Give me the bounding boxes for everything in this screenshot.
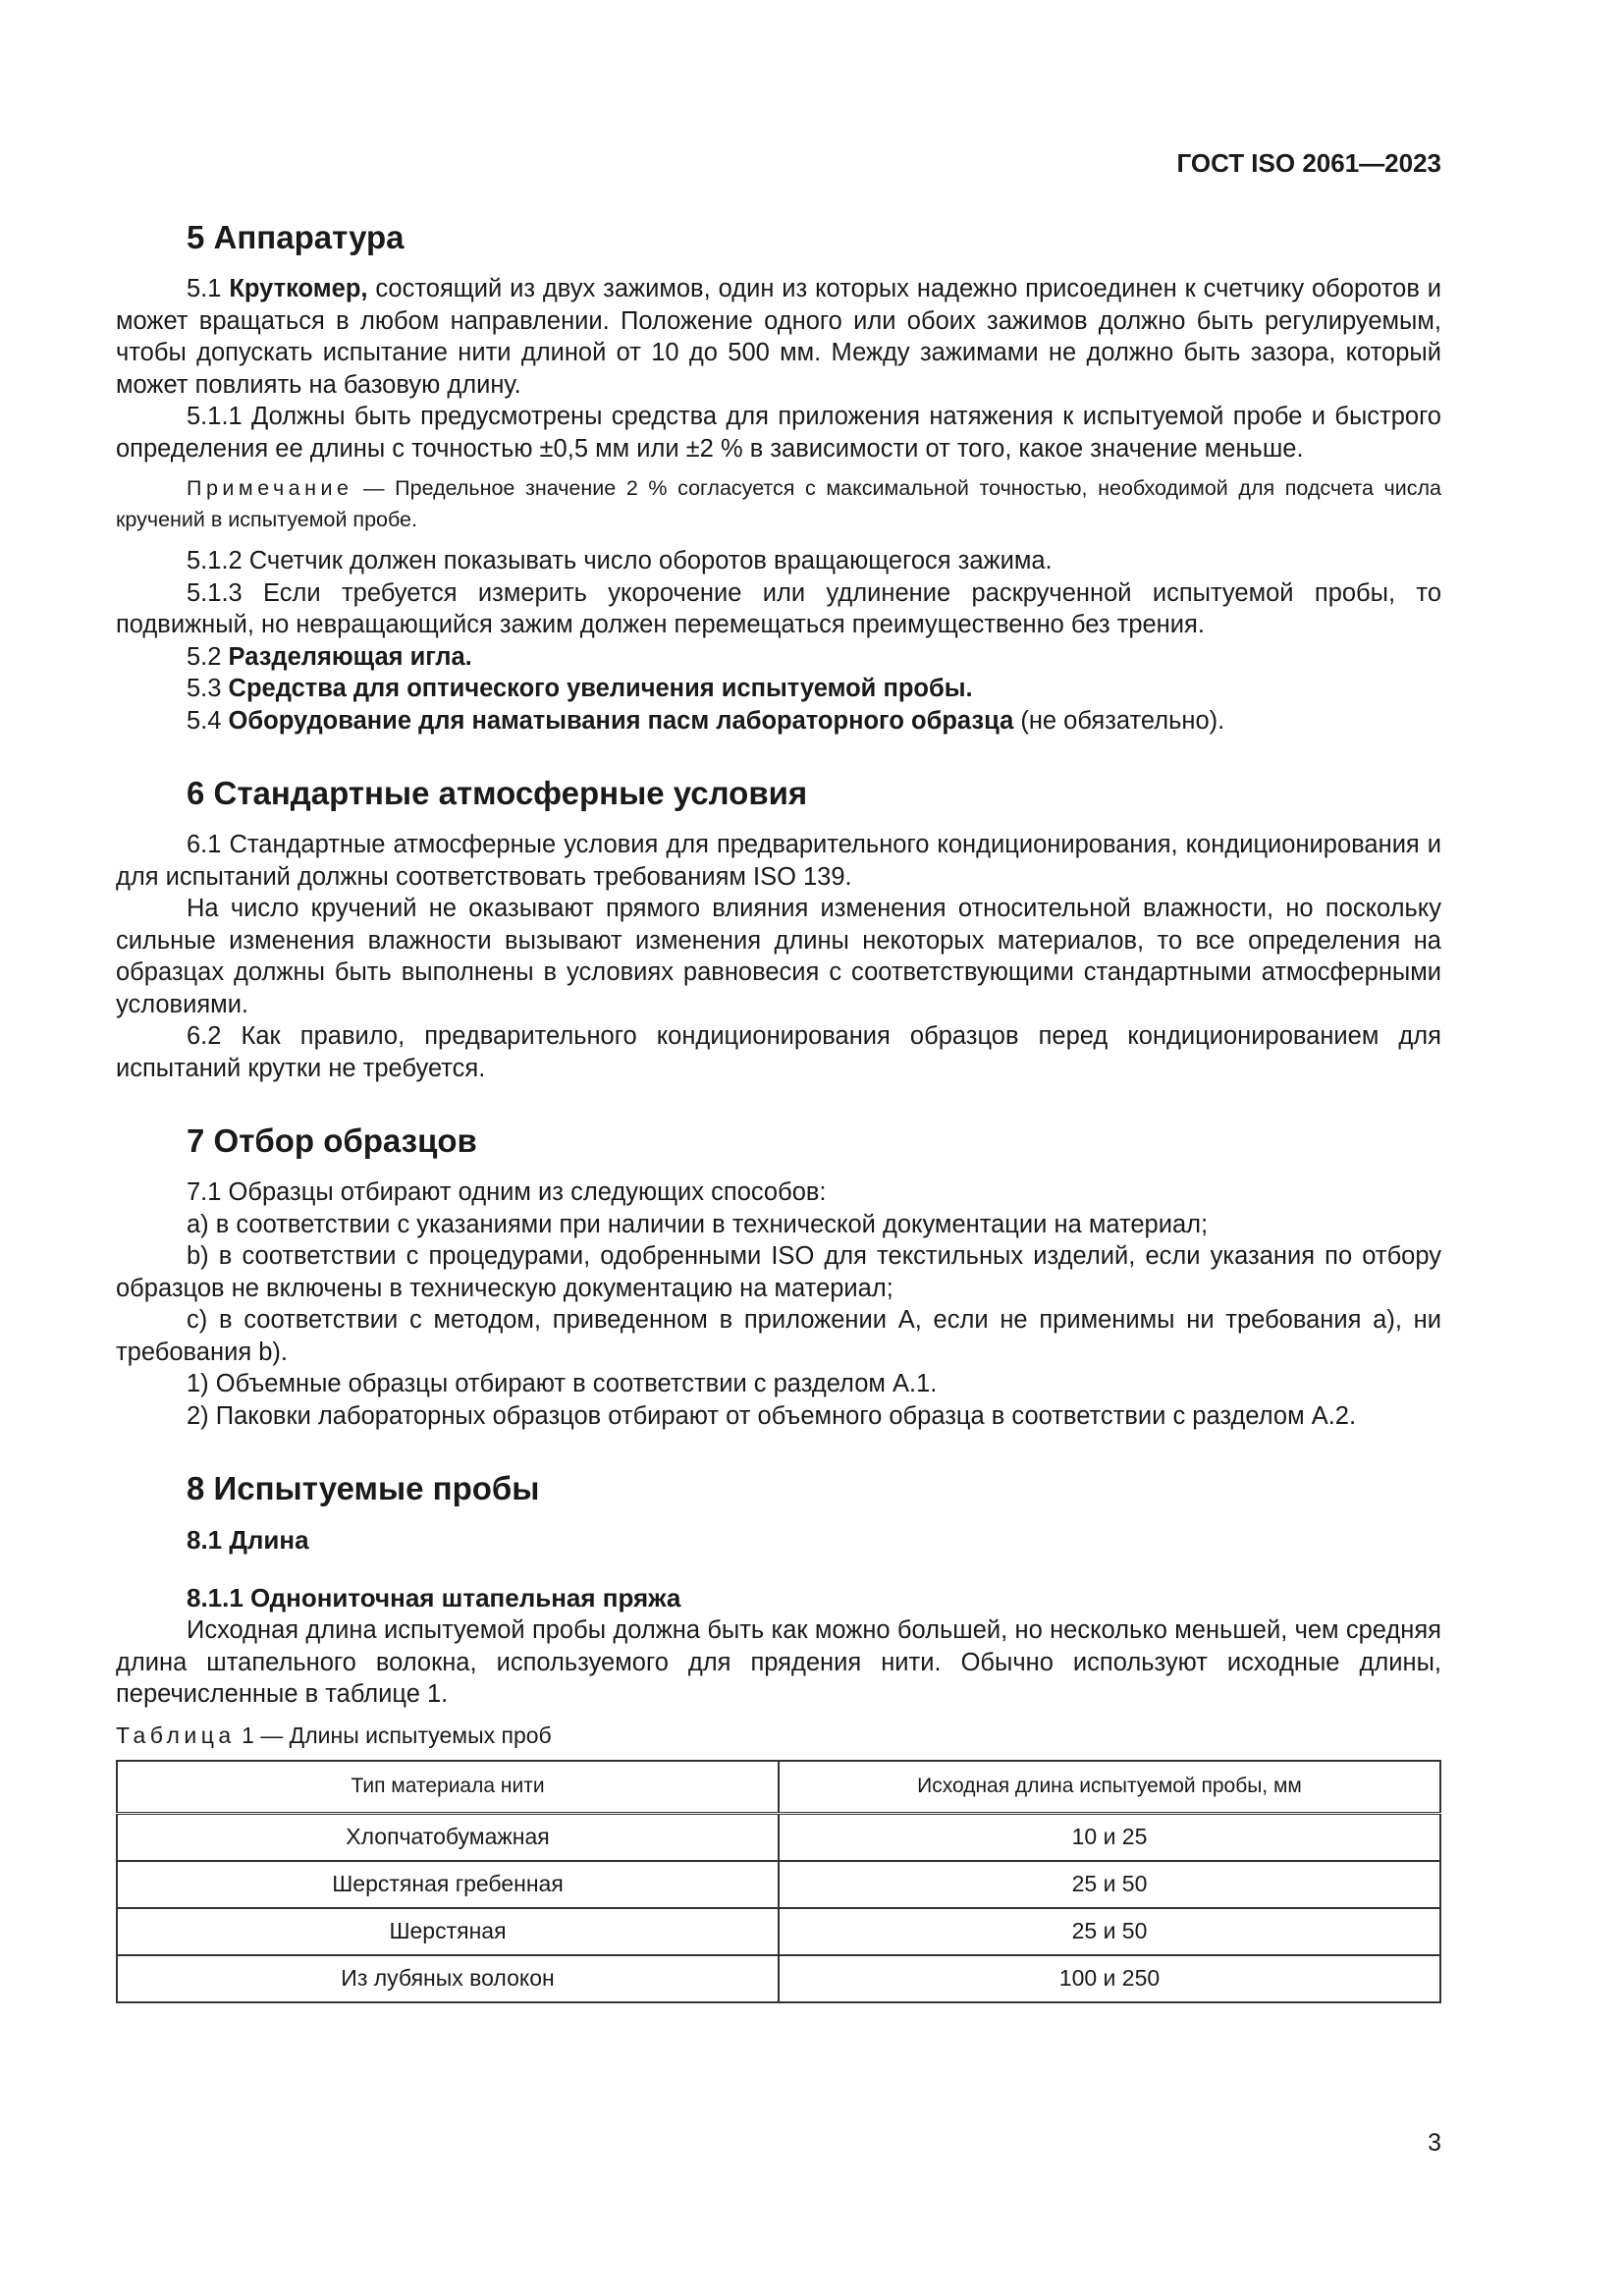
lengths-table (116, 1760, 1441, 2003)
para-5-1-1: 5.1.1 Должны быть предусмотрены средства для приложения натяжения к испытуемой пробе и быстрого определения ее длины с точностью ±0,5 мм или ±2 % в зависимости от того, какое значение меньше. (116, 403, 1441, 463)
table-row (117, 1908, 1440, 1955)
table-cell: Из лубяных волокон (117, 1955, 779, 2002)
para-number: 5.3 (187, 675, 229, 702)
para-5-1 (116, 273, 1441, 401)
table-caption-text: 1 — Длины испытуемых проб (235, 1722, 552, 1748)
list-item-b: b) в соответствии с процедурами, одобренными ISO для текстильных изделий, если указания по отбору образцов не включены в техническую документацию на материал; (116, 1242, 1441, 1302)
para-number: 5.4 (187, 706, 229, 735)
para-6-1-cont: На число кручений не оказывают прямого влияния изменения относительной влажности, но поскольку сильные изменения влажности вызывают изменения длины некоторых материалов, то все определения на образцах должны быть выполнены в условиях равновесия с соответствующими стандартными атмосферными условиями. (116, 895, 1441, 1018)
term-bold: Средства для оптического увеличения испытуемой пробы. (228, 675, 973, 702)
table-cell: 100 и 250 (779, 1955, 1440, 2002)
para-5-1-3: 5.1.3 Если требуется измерить укорочение или удлинение раскрученной испытуемой пробы, то подвижный, но невращающийся зажим должен перемещаться преимущественно без трения. (116, 578, 1441, 638)
para-5-3 (116, 673, 1441, 705)
table-row (117, 1861, 1440, 1908)
table-row (117, 1955, 1440, 2002)
list-item-c: c) в соответствии с методом, приведенном в приложении А, если не применимы ни требования a), ни требования b). (116, 1306, 1441, 1366)
para-text: состоящий из двух зажимов, один из которых надежно присоединен к счетчику оборотов и может вращаться в любом направлении. Положение одного или обоих зажимов должно быть регулируемым, чтобы допускать испытание нити длиной от 10 до 500 мм. Между зажимами не должно быть зазора, который может повлиять на базовую длину. (116, 275, 1441, 399)
table-header-cell: Тип материала нити (117, 1761, 779, 1814)
para-6-1: 6.1 Стандартные атмосферные условия для предварительного кондиционирования, кондиционирования и для испытаний должны соответствовать требованиям ISO 139. (116, 831, 1441, 891)
subsection-8-1-1-title: 8.1.1 Однониточная штапельная пряжа (187, 1583, 681, 1613)
list-item-a: a) в соответствии с указаниями при наличии в технической документации на материал; (187, 1210, 1209, 1238)
para-text: (не обязательно). (1013, 706, 1225, 735)
table-cell: 10 и 25 (779, 1813, 1440, 1861)
section-8-title: 8 Испытуемые пробы (187, 1470, 540, 1506)
section-7-title: 7 Отбор образцов (187, 1122, 477, 1159)
para-number: 5.1 (187, 275, 230, 302)
table-cell: Хлопчатобумажная (117, 1813, 779, 1861)
term-bold: Круткомер, (229, 275, 368, 302)
list-item-2: 2) Паковки лабораторных образцов отбирают от объемного образца в соответствии с разделом А.2. (187, 1401, 1357, 1430)
note (116, 472, 1441, 535)
table-cell: Шерстяная гребенная (117, 1861, 779, 1908)
table-caption (116, 1721, 1441, 1750)
table-header-row (117, 1761, 1440, 1814)
subsection-8-1-title: 8.1 Длина (187, 1525, 309, 1555)
page-number: 3 (1428, 2129, 1441, 2157)
note-text: — Предельное значение 2 % согласуется с максимальной точностью, необходимой для подсчета числа кручений в испытуемой пробе. (116, 476, 1441, 531)
section-6-title: 6 Стандартные атмосферные условия (187, 775, 808, 811)
standard-header: ГОСТ ISO 2061—2023 (1176, 148, 1441, 178)
term-bold: Разделяющая игла. (228, 642, 472, 671)
section-5-title: 5 Аппаратура (187, 219, 405, 255)
para-5-2 (116, 641, 1441, 674)
para-5-4 (116, 705, 1441, 738)
para-7-1: 7.1 Образцы отбирают одним из следующих способов: (187, 1178, 827, 1206)
table-cell: 25 и 50 (779, 1908, 1440, 1955)
term-bold: Оборудование для наматывания пасм лабораторного образца (228, 706, 1014, 735)
page-content (116, 218, 1441, 2003)
table-header-cell: Исходная длина испытуемой пробы, мм (779, 1761, 1440, 1814)
para-number: 5.2 (187, 642, 229, 671)
note-label: Примечание (187, 476, 353, 500)
list-item-1: 1) Объемные образцы отбирают в соответствии с разделом А.1. (187, 1370, 938, 1397)
para-8-1-1: Исходная длина испытуемой пробы должна быть как можно большей, но несколько меньшей, чем средняя длина штапельного волокна, используемого для прядения нити. Обычно используют исходные длины, перечисленные в таблице 1. (116, 1616, 1441, 1708)
table-cell: 25 и 50 (779, 1861, 1440, 1908)
para-6-2: 6.2 Как правило, предварительного кондиционирования образцов перед кондиционированием для испытаний крутки не требуется. (116, 1022, 1441, 1082)
para-5-1-2: 5.1.2 Счетчик должен показывать число оборотов вращающегося зажима. (187, 547, 1053, 574)
table-cell: Шерстяная (117, 1908, 779, 1955)
table-row (117, 1813, 1440, 1861)
table-caption-label: Таблица (116, 1722, 236, 1748)
